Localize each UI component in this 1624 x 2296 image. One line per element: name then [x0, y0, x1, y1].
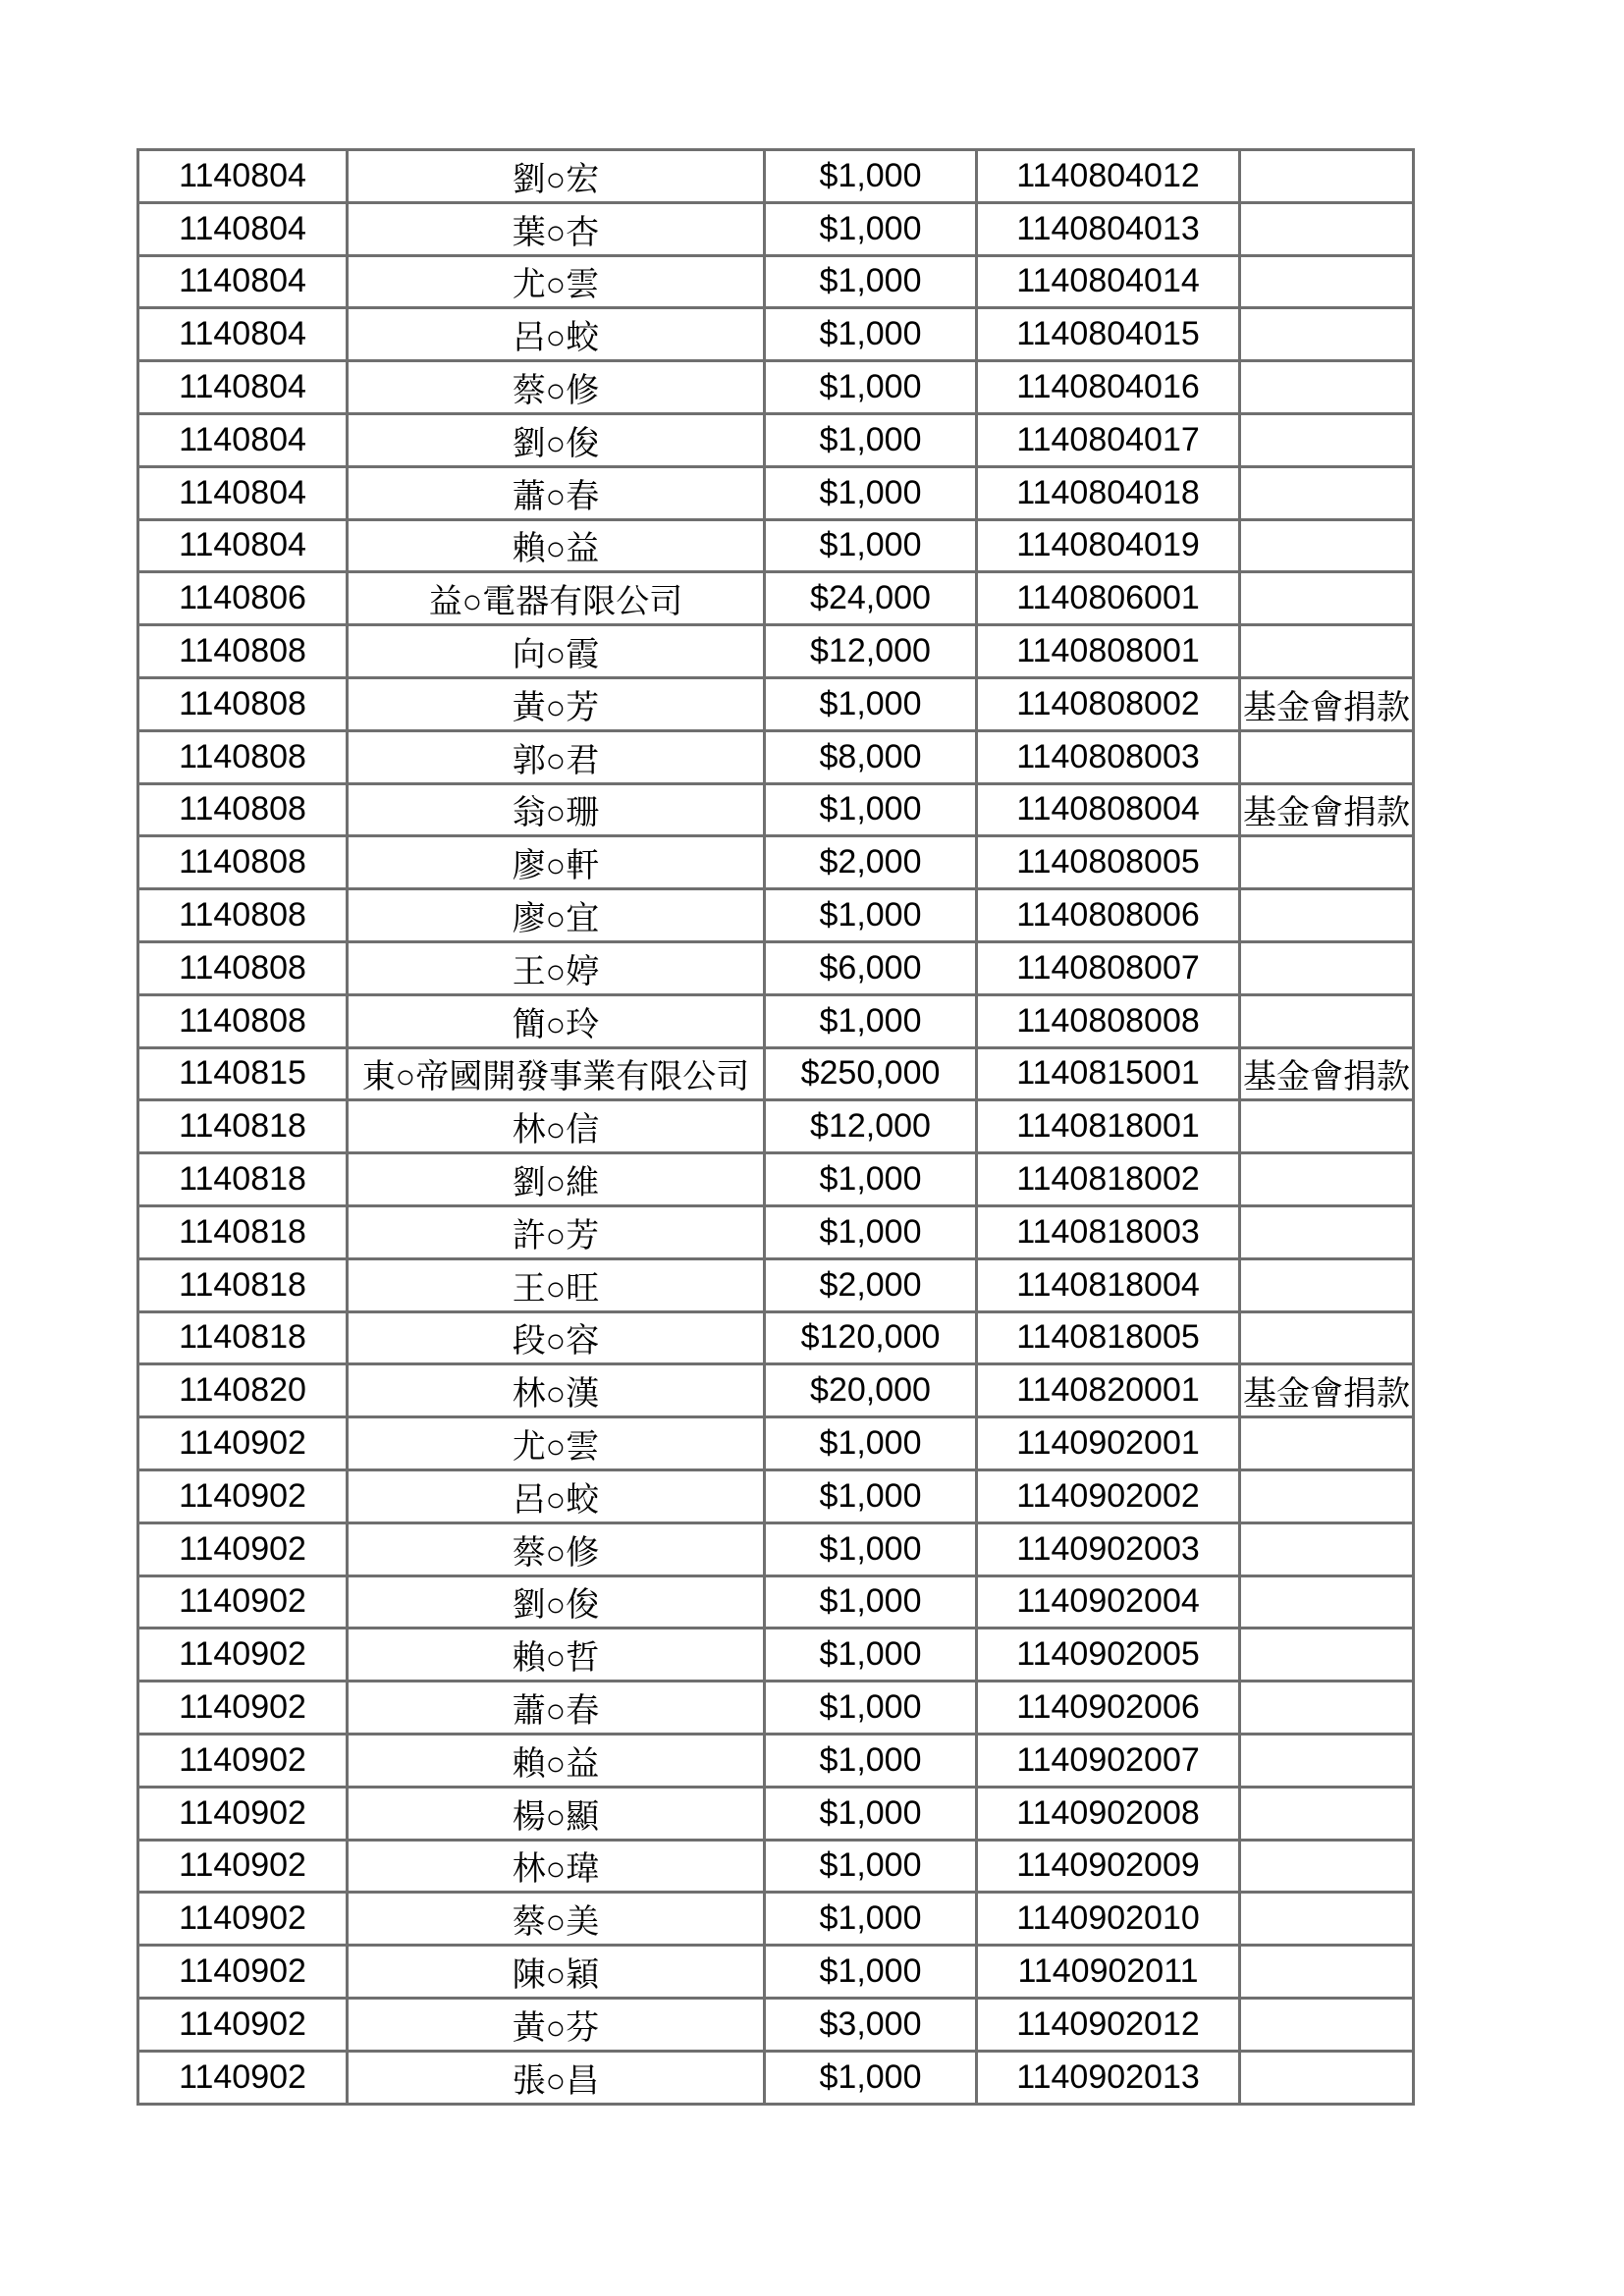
receipt-number-cell: 1140808004: [977, 783, 1240, 836]
table-row: [138, 1258, 1414, 1311]
table-row: [138, 1575, 1414, 1629]
amount-cell: $3,000: [765, 1998, 977, 2051]
receipt-number-cell: 1140808003: [977, 730, 1240, 783]
amount-cell: $1,000: [765, 1522, 977, 1575]
table-row: [138, 1100, 1414, 1153]
donor-name-cell: 陳○穎: [348, 1946, 765, 1999]
receipt-number-cell: 1140820001: [977, 1364, 1240, 1417]
receipt-number-cell: 1140804017: [977, 413, 1240, 466]
receipt-number-cell: 1140818001: [977, 1100, 1240, 1153]
donor-name-cell: 許○芳: [348, 1205, 765, 1258]
donor-name-cell: 蕭○春: [348, 1682, 765, 1735]
table-row: [138, 1469, 1414, 1522]
date-cell: 1140808: [138, 783, 348, 836]
table-row: [138, 625, 1414, 678]
table-row: [138, 1893, 1414, 1946]
note-cell: [1240, 1469, 1414, 1522]
receipt-number-cell: 1140818003: [977, 1205, 1240, 1258]
note-cell: [1240, 150, 1414, 203]
receipt-number-cell: 1140804014: [977, 255, 1240, 308]
date-cell: 1140804: [138, 361, 348, 414]
table-row: [138, 1153, 1414, 1206]
amount-cell: $1,000: [765, 889, 977, 942]
amount-cell: $1,000: [765, 1469, 977, 1522]
note-cell: [1240, 572, 1414, 625]
note-cell: [1240, 1258, 1414, 1311]
amount-cell: $1,000: [765, 677, 977, 730]
date-cell: 1140902: [138, 1682, 348, 1735]
table-row: [138, 730, 1414, 783]
receipt-number-cell: 1140804016: [977, 361, 1240, 414]
donor-name-cell: 王○旺: [348, 1258, 765, 1311]
note-cell: [1240, 1629, 1414, 1682]
donor-name-cell: 郭○君: [348, 730, 765, 783]
receipt-number-cell: 1140902010: [977, 1893, 1240, 1946]
table-row: [138, 2051, 1414, 2104]
donor-name-cell: 尤○雲: [348, 1417, 765, 1470]
receipt-number-cell: 1140808001: [977, 625, 1240, 678]
amount-cell: $1,000: [765, 1893, 977, 1946]
date-cell: 1140902: [138, 1840, 348, 1893]
note-cell: 基金會捐款: [1240, 1364, 1414, 1417]
receipt-number-cell: 1140902004: [977, 1575, 1240, 1629]
note-cell: 基金會捐款: [1240, 1047, 1414, 1100]
date-cell: 1140902: [138, 1629, 348, 1682]
donor-name-cell: 賴○益: [348, 519, 765, 572]
date-cell: 1140804: [138, 202, 348, 255]
note-cell: [1240, 1100, 1414, 1153]
donor-name-cell: 張○昌: [348, 2051, 765, 2104]
date-cell: 1140820: [138, 1364, 348, 1417]
note-cell: [1240, 1734, 1414, 1787]
date-cell: 1140902: [138, 1734, 348, 1787]
receipt-number-cell: 1140818002: [977, 1153, 1240, 1206]
table-row: [138, 361, 1414, 414]
table-row: [138, 1311, 1414, 1364]
table-row: [138, 783, 1414, 836]
donor-name-cell: 賴○哲: [348, 1629, 765, 1682]
donor-name-cell: 黃○芬: [348, 1998, 765, 2051]
note-cell: [1240, 889, 1414, 942]
amount-cell: $1,000: [765, 1787, 977, 1840]
table-row: [138, 836, 1414, 889]
donor-name-cell: 蔡○美: [348, 1893, 765, 1946]
amount-cell: $12,000: [765, 1100, 977, 1153]
receipt-number-cell: 1140902007: [977, 1734, 1240, 1787]
date-cell: 1140902: [138, 1893, 348, 1946]
note-cell: [1240, 941, 1414, 994]
donor-name-cell: 尤○雲: [348, 255, 765, 308]
table-row: [138, 1522, 1414, 1575]
date-cell: 1140902: [138, 1575, 348, 1629]
table-row: [138, 1047, 1414, 1100]
date-cell: 1140808: [138, 836, 348, 889]
date-cell: 1140818: [138, 1311, 348, 1364]
note-cell: [1240, 1153, 1414, 1206]
date-cell: 1140804: [138, 466, 348, 519]
note-cell: [1240, 625, 1414, 678]
receipt-number-cell: 1140804015: [977, 308, 1240, 361]
donor-name-cell: 東○帝國開發事業有限公司: [348, 1047, 765, 1100]
table-row: [138, 994, 1414, 1047]
donor-name-cell: 蔡○修: [348, 361, 765, 414]
note-cell: [1240, 1787, 1414, 1840]
date-cell: 1140808: [138, 730, 348, 783]
date-cell: 1140902: [138, 1998, 348, 2051]
date-cell: 1140808: [138, 889, 348, 942]
table-row: [138, 1205, 1414, 1258]
receipt-number-cell: 1140902002: [977, 1469, 1240, 1522]
amount-cell: $1,000: [765, 1417, 977, 1470]
donor-name-cell: 楊○顯: [348, 1787, 765, 1840]
table-row: [138, 1734, 1414, 1787]
donor-name-cell: 劉○俊: [348, 1575, 765, 1629]
donor-name-cell: 劉○維: [348, 1153, 765, 1206]
donor-name-cell: 呂○蛟: [348, 308, 765, 361]
amount-cell: $1,000: [765, 1840, 977, 1893]
receipt-number-cell: 1140808006: [977, 889, 1240, 942]
note-cell: [1240, 1946, 1414, 1999]
date-cell: 1140818: [138, 1205, 348, 1258]
table-row: [138, 255, 1414, 308]
donation-table-body: [138, 150, 1414, 2105]
amount-cell: $1,000: [765, 413, 977, 466]
table-row: [138, 677, 1414, 730]
receipt-number-cell: 1140902013: [977, 2051, 1240, 2104]
amount-cell: $8,000: [765, 730, 977, 783]
note-cell: [1240, 308, 1414, 361]
receipt-number-cell: 1140808008: [977, 994, 1240, 1047]
receipt-number-cell: 1140815001: [977, 1047, 1240, 1100]
date-cell: 1140818: [138, 1100, 348, 1153]
receipt-number-cell: 1140808002: [977, 677, 1240, 730]
note-cell: [1240, 1417, 1414, 1470]
receipt-number-cell: 1140902001: [977, 1417, 1240, 1470]
table-row: [138, 1946, 1414, 1999]
amount-cell: $1,000: [765, 1205, 977, 1258]
date-cell: 1140902: [138, 1469, 348, 1522]
amount-cell: $2,000: [765, 1258, 977, 1311]
table-row: [138, 466, 1414, 519]
donor-name-cell: 林○信: [348, 1100, 765, 1153]
note-cell: [1240, 1682, 1414, 1735]
receipt-number-cell: 1140806001: [977, 572, 1240, 625]
receipt-number-cell: 1140804019: [977, 519, 1240, 572]
note-cell: [1240, 1840, 1414, 1893]
date-cell: 1140815: [138, 1047, 348, 1100]
receipt-number-cell: 1140902005: [977, 1629, 1240, 1682]
amount-cell: $1,000: [765, 1629, 977, 1682]
table-row: [138, 1787, 1414, 1840]
note-cell: [1240, 1998, 1414, 2051]
donor-name-cell: 王○婷: [348, 941, 765, 994]
table-row: [138, 1364, 1414, 1417]
table-row: [138, 1840, 1414, 1893]
donor-name-cell: 廖○軒: [348, 836, 765, 889]
donor-name-cell: 翁○珊: [348, 783, 765, 836]
amount-cell: $1,000: [765, 466, 977, 519]
receipt-number-cell: 1140902009: [977, 1840, 1240, 1893]
note-cell: [1240, 519, 1414, 572]
table-row: [138, 941, 1414, 994]
amount-cell: $1,000: [765, 255, 977, 308]
amount-cell: $250,000: [765, 1047, 977, 1100]
amount-cell: $1,000: [765, 783, 977, 836]
donor-name-cell: 簡○玲: [348, 994, 765, 1047]
date-cell: 1140804: [138, 255, 348, 308]
amount-cell: $20,000: [765, 1364, 977, 1417]
receipt-number-cell: 1140902006: [977, 1682, 1240, 1735]
receipt-number-cell: 1140804018: [977, 466, 1240, 519]
date-cell: 1140808: [138, 625, 348, 678]
donor-name-cell: 向○霞: [348, 625, 765, 678]
note-cell: [1240, 1311, 1414, 1364]
amount-cell: $1,000: [765, 1946, 977, 1999]
table-row: [138, 1417, 1414, 1470]
date-cell: 1140804: [138, 413, 348, 466]
donor-name-cell: 劉○宏: [348, 150, 765, 203]
donor-name-cell: 黃○芳: [348, 677, 765, 730]
amount-cell: $1,000: [765, 2051, 977, 2104]
table-row: [138, 150, 1414, 203]
date-cell: 1140804: [138, 519, 348, 572]
note-cell: [1240, 202, 1414, 255]
receipt-number-cell: 1140818004: [977, 1258, 1240, 1311]
date-cell: 1140902: [138, 1522, 348, 1575]
date-cell: 1140818: [138, 1153, 348, 1206]
amount-cell: $120,000: [765, 1311, 977, 1364]
donor-name-cell: 蕭○春: [348, 466, 765, 519]
donor-name-cell: 賴○益: [348, 1734, 765, 1787]
amount-cell: $1,000: [765, 202, 977, 255]
receipt-number-cell: 1140902003: [977, 1522, 1240, 1575]
note-cell: [1240, 1205, 1414, 1258]
note-cell: [1240, 1893, 1414, 1946]
amount-cell: $1,000: [765, 150, 977, 203]
donor-name-cell: 益○電器有限公司: [348, 572, 765, 625]
amount-cell: $1,000: [765, 519, 977, 572]
note-cell: [1240, 836, 1414, 889]
amount-cell: $1,000: [765, 1575, 977, 1629]
amount-cell: $1,000: [765, 994, 977, 1047]
table-row: [138, 1998, 1414, 2051]
date-cell: 1140902: [138, 1946, 348, 1999]
table-row: [138, 889, 1414, 942]
amount-cell: $1,000: [765, 308, 977, 361]
date-cell: 1140902: [138, 1787, 348, 1840]
amount-cell: $1,000: [765, 1734, 977, 1787]
receipt-number-cell: 1140902012: [977, 1998, 1240, 2051]
receipt-number-cell: 1140808005: [977, 836, 1240, 889]
receipt-number-cell: 1140902011: [977, 1946, 1240, 1999]
amount-cell: $1,000: [765, 1682, 977, 1735]
donor-name-cell: 林○瑋: [348, 1840, 765, 1893]
table-row: [138, 519, 1414, 572]
receipt-number-cell: 1140808007: [977, 941, 1240, 994]
donor-name-cell: 蔡○修: [348, 1522, 765, 1575]
date-cell: 1140902: [138, 2051, 348, 2104]
date-cell: 1140808: [138, 994, 348, 1047]
amount-cell: $1,000: [765, 361, 977, 414]
date-cell: 1140818: [138, 1258, 348, 1311]
amount-cell: $6,000: [765, 941, 977, 994]
note-cell: [1240, 361, 1414, 414]
note-cell: [1240, 730, 1414, 783]
receipt-number-cell: 1140902008: [977, 1787, 1240, 1840]
donor-name-cell: 林○漢: [348, 1364, 765, 1417]
table-row: [138, 1682, 1414, 1735]
date-cell: 1140902: [138, 1417, 348, 1470]
donor-name-cell: 呂○蛟: [348, 1469, 765, 1522]
note-cell: [1240, 255, 1414, 308]
table-row: [138, 1629, 1414, 1682]
note-cell: [1240, 994, 1414, 1047]
date-cell: 1140806: [138, 572, 348, 625]
note-cell: [1240, 413, 1414, 466]
date-cell: 1140804: [138, 150, 348, 203]
receipt-number-cell: 1140818005: [977, 1311, 1240, 1364]
table-row: [138, 572, 1414, 625]
donor-name-cell: 葉○杏: [348, 202, 765, 255]
donation-table: [136, 148, 1415, 2106]
donor-name-cell: 廖○宜: [348, 889, 765, 942]
amount-cell: $1,000: [765, 1153, 977, 1206]
note-cell: 基金會捐款: [1240, 783, 1414, 836]
note-cell: [1240, 2051, 1414, 2104]
date-cell: 1140804: [138, 308, 348, 361]
amount-cell: $2,000: [765, 836, 977, 889]
table-row: [138, 308, 1414, 361]
table-row: [138, 413, 1414, 466]
amount-cell: $24,000: [765, 572, 977, 625]
table-row: [138, 202, 1414, 255]
note-cell: 基金會捐款: [1240, 677, 1414, 730]
date-cell: 1140808: [138, 941, 348, 994]
donor-name-cell: 段○容: [348, 1311, 765, 1364]
receipt-number-cell: 1140804013: [977, 202, 1240, 255]
amount-cell: $12,000: [765, 625, 977, 678]
note-cell: [1240, 1575, 1414, 1629]
receipt-number-cell: 1140804012: [977, 150, 1240, 203]
date-cell: 1140808: [138, 677, 348, 730]
note-cell: [1240, 1522, 1414, 1575]
note-cell: [1240, 466, 1414, 519]
donor-name-cell: 劉○俊: [348, 413, 765, 466]
